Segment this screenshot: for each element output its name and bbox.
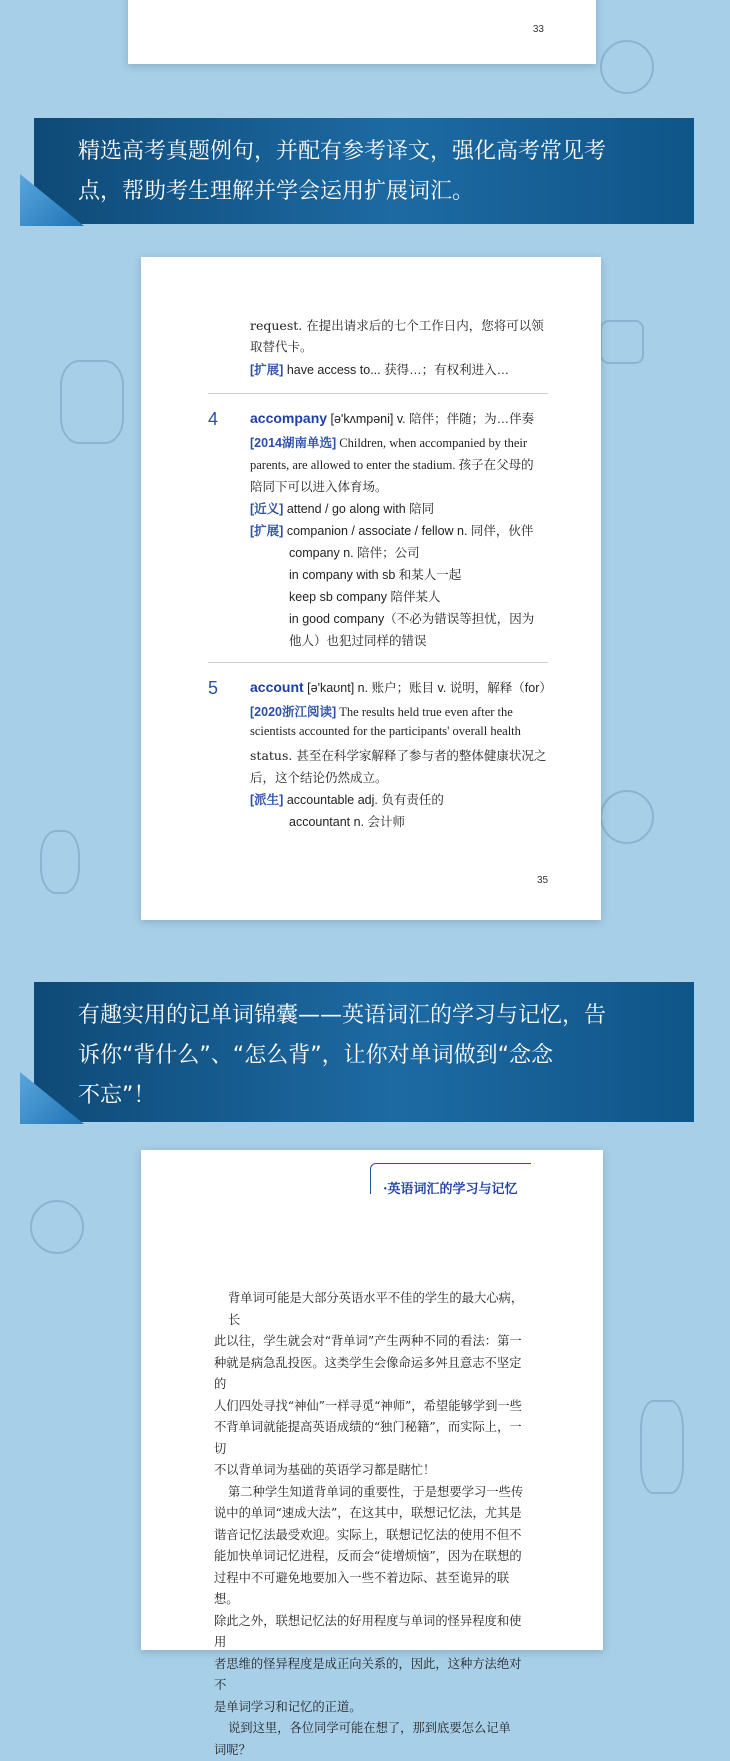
body-line: 除此之外，联想记忆法的好用程度与单词的怪异程度和使用 (214, 1611, 528, 1654)
example-line: 后，这个结论仍然成立。 (250, 768, 388, 786)
doodle-circle (600, 320, 644, 364)
banner-text-line: 精选高考真题例句，并配有参考译文，强化高考常见考 (78, 132, 694, 172)
extension-line: company n. 陪伴；公司 (289, 543, 420, 561)
derivative-line (250, 790, 444, 808)
banner-text-line: 诉你“背什么”、“怎么背”，让你对单词做到“念念 (78, 1036, 694, 1076)
example-tag: [2014湖南单选] (250, 436, 336, 450)
headword: accompany (250, 410, 327, 426)
derivative-line: accountant n. 会计师 (289, 812, 405, 830)
extension-line (250, 521, 533, 539)
body-line: 此以往，学生就会对“背单词”产生两种不同的看法：第一 (214, 1331, 528, 1353)
body-line: 人们四处寻找“神仙”一样寻觅“神师”，希望能够学到一些 (214, 1396, 528, 1418)
doodle-circle (40, 830, 80, 894)
intro-extension (250, 360, 509, 378)
body-line: 说到这里，各位同学可能在想了，那到底要怎么记单 (228, 1718, 528, 1740)
extension-tag: [扩展] (250, 363, 283, 377)
doodle-circle (600, 40, 654, 94)
body-line: 词呢？ (214, 1740, 528, 1761)
extension-tag: [扩展] (250, 524, 283, 538)
banner-text-line: 点，帮助考生理解并学会运用扩展词汇。 (78, 172, 694, 212)
phonetic: [ə'kaʊnt] (307, 681, 354, 695)
feature-banner-1 (34, 118, 694, 224)
doodle-circle (600, 790, 654, 844)
synonym-tag: [近义] (250, 502, 283, 516)
body-line: 者思维的怪异程度是成正向关系的，因此，这种方法绝对不 (214, 1654, 528, 1697)
body-line: 不背单词就能提高英语成绩的“独门秘籍”，而实际上，一切 (214, 1417, 528, 1460)
body-line: 能加快单词记忆进程，反而会“徒增烦恼”，因为在联想的 (214, 1546, 528, 1568)
banner-fold (20, 1072, 84, 1124)
entry-divider (208, 393, 548, 394)
definition: n. 账户；账目 v. 说明，解释（for） (358, 681, 552, 695)
chapter-title: ·英语词汇的学习与记忆 (383, 1178, 518, 1197)
body-line: 背单词可能是大部分英语水平不佳的学生的最大心病，长 (228, 1288, 528, 1331)
body-line: 不以背单词为基础的英语学习都是瞎忙！ (214, 1460, 528, 1482)
example-line: status. 甚至在科学家解释了参与者的整体健康状况之 (250, 746, 546, 764)
example-tag: [2020浙江阅读] (250, 705, 336, 719)
extension-line: in good company（不必为错误等担忧，因为 (289, 609, 534, 627)
example-line: 陪同下可以进入体育场。 (250, 477, 388, 495)
doodle-circle (30, 1200, 84, 1254)
derivative-text: accountable adj. 负有责任的 (287, 793, 444, 807)
extension-line: 他人）也犯过同样的错误 (289, 631, 427, 649)
body-line: 过程中不可避免地要加入一些不着边际、甚至诡异的联想。 (214, 1568, 528, 1611)
entry-headword-line (250, 409, 534, 427)
banner-text-line: 不忘”！ (78, 1076, 694, 1116)
page-number: 35 (537, 875, 548, 886)
extension-text: companion / associate / fellow n. 同伴，伙伴 (287, 524, 534, 538)
synonym-line (250, 499, 434, 517)
synonym-text: attend / go along with 陪同 (287, 502, 434, 516)
intro-text: 取替代卡。 (250, 337, 313, 355)
book-page-top (128, 0, 596, 64)
extension-line: in company with sb 和某人一起 (289, 565, 461, 583)
banner-fold (20, 174, 84, 226)
page-number: 33 (533, 24, 544, 35)
entry-divider (208, 662, 548, 663)
intro-text: request. 在提出请求后的七个工作日内，您将可以领 (250, 316, 544, 334)
body-line: 是单词学习和记忆的正道。 (214, 1697, 528, 1719)
example-text: Children, when accompanied by their (339, 436, 527, 450)
entry-number: 5 (208, 678, 218, 699)
example-line: parents, are allowed to enter the stadium. 孩子在父母的 (250, 455, 534, 473)
entry-number: 4 (208, 409, 218, 430)
phonetic: [ə'kʌmpəni] (331, 412, 394, 426)
definition: v. 陪伴；伴随；为…伴奏 (397, 412, 534, 426)
feature-banner-2 (34, 982, 694, 1122)
example-text: The results held true even after the (339, 705, 513, 719)
banner-text-line: 有趣实用的记单词锦囊——英语词汇的学习与记忆，告 (78, 996, 694, 1036)
body-line: 第二种学生知道背单词的重要性，于是想要学习一些传 (228, 1482, 528, 1504)
entry-headword-line (250, 678, 552, 696)
body-line: 说中的单词“速成大法”，在这其中，联想记忆法，尤其是 (214, 1503, 528, 1525)
example-line: scientists accounted for the participants' overall health (250, 724, 521, 739)
derivative-tag: [派生] (250, 793, 283, 807)
extension-text: have access to... 获得…；有权利进入… (287, 363, 509, 377)
example-line (250, 433, 527, 451)
extension-line: keep sb company 陪伴某人 (289, 587, 440, 605)
chapter-body (228, 1288, 528, 1761)
body-line: 谐音记忆法最受欢迎。实际上，联想记忆法的使用不但不 (214, 1525, 528, 1547)
doodle-circle (640, 1400, 684, 1494)
body-line: 种就是病急乱投医。这类学生会像命运多舛且意志不坚定的 (214, 1353, 528, 1396)
example-line (250, 702, 513, 720)
headword: account (250, 679, 304, 695)
doodle-circle (60, 360, 124, 444)
